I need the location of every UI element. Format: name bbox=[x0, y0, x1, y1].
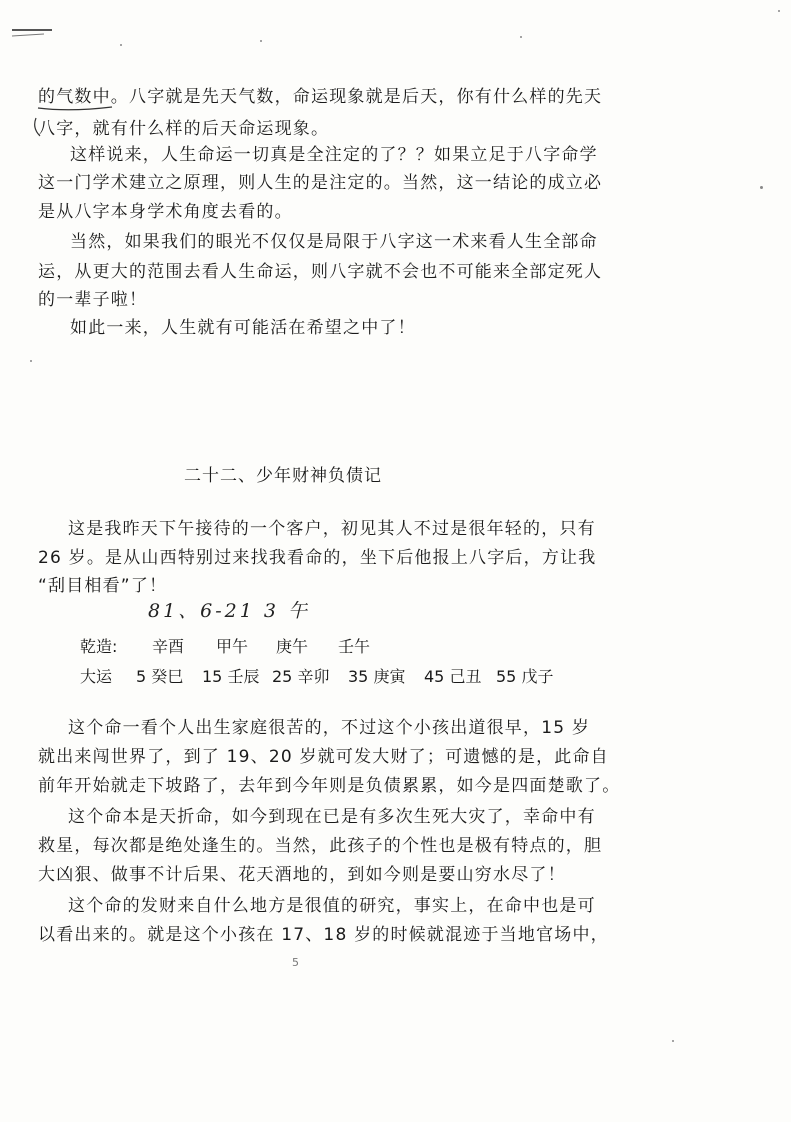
scan-speck bbox=[778, 10, 780, 12]
pillar-year: 辛酉 bbox=[152, 637, 185, 656]
paragraph-line: 的一辈子啦！ bbox=[38, 290, 148, 310]
paragraph-line: 是从八字本身学术角度去看的。 bbox=[38, 202, 293, 222]
paragraph-line: 以看出来的。就是这个小孩在 17、18 岁的时候就混迹于当地官场中， bbox=[38, 925, 609, 945]
paragraph-line: 这是我昨天下午接待的一个客户，初见其人不过是很年轻的，只有 bbox=[68, 519, 596, 539]
pillar-hour: 壬午 bbox=[338, 637, 371, 656]
luck-period: 45 己丑 bbox=[424, 667, 482, 686]
page-number: 5 bbox=[292, 956, 299, 969]
paragraph-line: 这个命的发财来自什么地方是很值的研究，事实上，在命中也是可 bbox=[68, 896, 596, 916]
bazi-luck-row bbox=[0, 664, 791, 688]
luck-period: 35 庚寅 bbox=[348, 667, 406, 686]
luck-label: 大运 bbox=[80, 667, 113, 686]
handwritten-birth-note: 81、6-21 3 午 bbox=[148, 600, 311, 622]
paragraph-line: 运，从更大的范围去看人生命运，则八字就不会也不可能来全部定死人 bbox=[38, 262, 603, 282]
scan-speck bbox=[672, 1040, 674, 1042]
scan-speck bbox=[760, 186, 763, 189]
luck-period: 55 戊子 bbox=[496, 667, 554, 686]
paragraph-line: 前年开始就走下坡路了，去年到今年则是负债累累，如今是四面楚歌了。 bbox=[38, 776, 621, 796]
scan-speck bbox=[30, 360, 32, 362]
paragraph-line: 当然，如果我们的眼光不仅仅是局限于八字这一术来看人生全部命 bbox=[70, 232, 598, 252]
scan-speck bbox=[260, 40, 262, 42]
luck-period: 25 辛卯 bbox=[272, 667, 330, 686]
paragraph-line: 的气数中。八字就是先天气数，命运现象就是后天，你有什么样的先天 bbox=[38, 87, 603, 107]
paragraph-line: “刮目相看”了！ bbox=[38, 576, 168, 596]
scan-speck bbox=[520, 36, 522, 38]
paragraph-line: 这样说来，人生命运一切真是全注定的了？？如果立足于八字命学 bbox=[70, 145, 598, 165]
bazi-pillars-row bbox=[0, 634, 791, 658]
section-heading: 二十二、少年财神负债记 bbox=[184, 466, 382, 486]
paragraph-line: 这一门学术建立之原理，则人生的是注定的。当然，这一结论的成立必 bbox=[38, 173, 603, 193]
paragraph-line: 这个命一看个人出生家庭很苦的，不过这个小孩出道很早，15 岁 bbox=[68, 718, 591, 738]
luck-period: 5 癸巳 bbox=[136, 667, 184, 686]
paragraph-line: 这个命本是天折命，如今到现在已是有多次生死大灾了，幸命中有 bbox=[68, 807, 596, 827]
paragraph-line: 大凶狠、做事不计后果、花天酒地的，到如今则是要山穷水尽了！ bbox=[38, 865, 566, 885]
luck-period: 15 壬辰 bbox=[202, 667, 260, 686]
paragraph-line: 救星，每次都是绝处逢生的。当然，此孩子的个性也是极有特点的，胆 bbox=[38, 836, 603, 856]
paragraph-line: 八字，就有什么样的后天命运现象。 bbox=[38, 119, 330, 139]
pillar-day: 庚午 bbox=[276, 637, 309, 656]
paragraph-line: 26 岁。是从山西特别过来找我看命的，坐下后他报上八字后，方让我 bbox=[38, 548, 597, 568]
scan-speck bbox=[120, 44, 122, 46]
paragraph-line: 就出来闯世界了，到了 19、20 岁就可发大财了；可遗憾的是，此命自 bbox=[38, 747, 609, 767]
paragraph-line: 如此一来，人生就有可能活在希望之中了！ bbox=[70, 318, 416, 338]
pillar-month: 甲午 bbox=[216, 637, 249, 656]
pillars-label: 乾造: bbox=[80, 637, 118, 656]
